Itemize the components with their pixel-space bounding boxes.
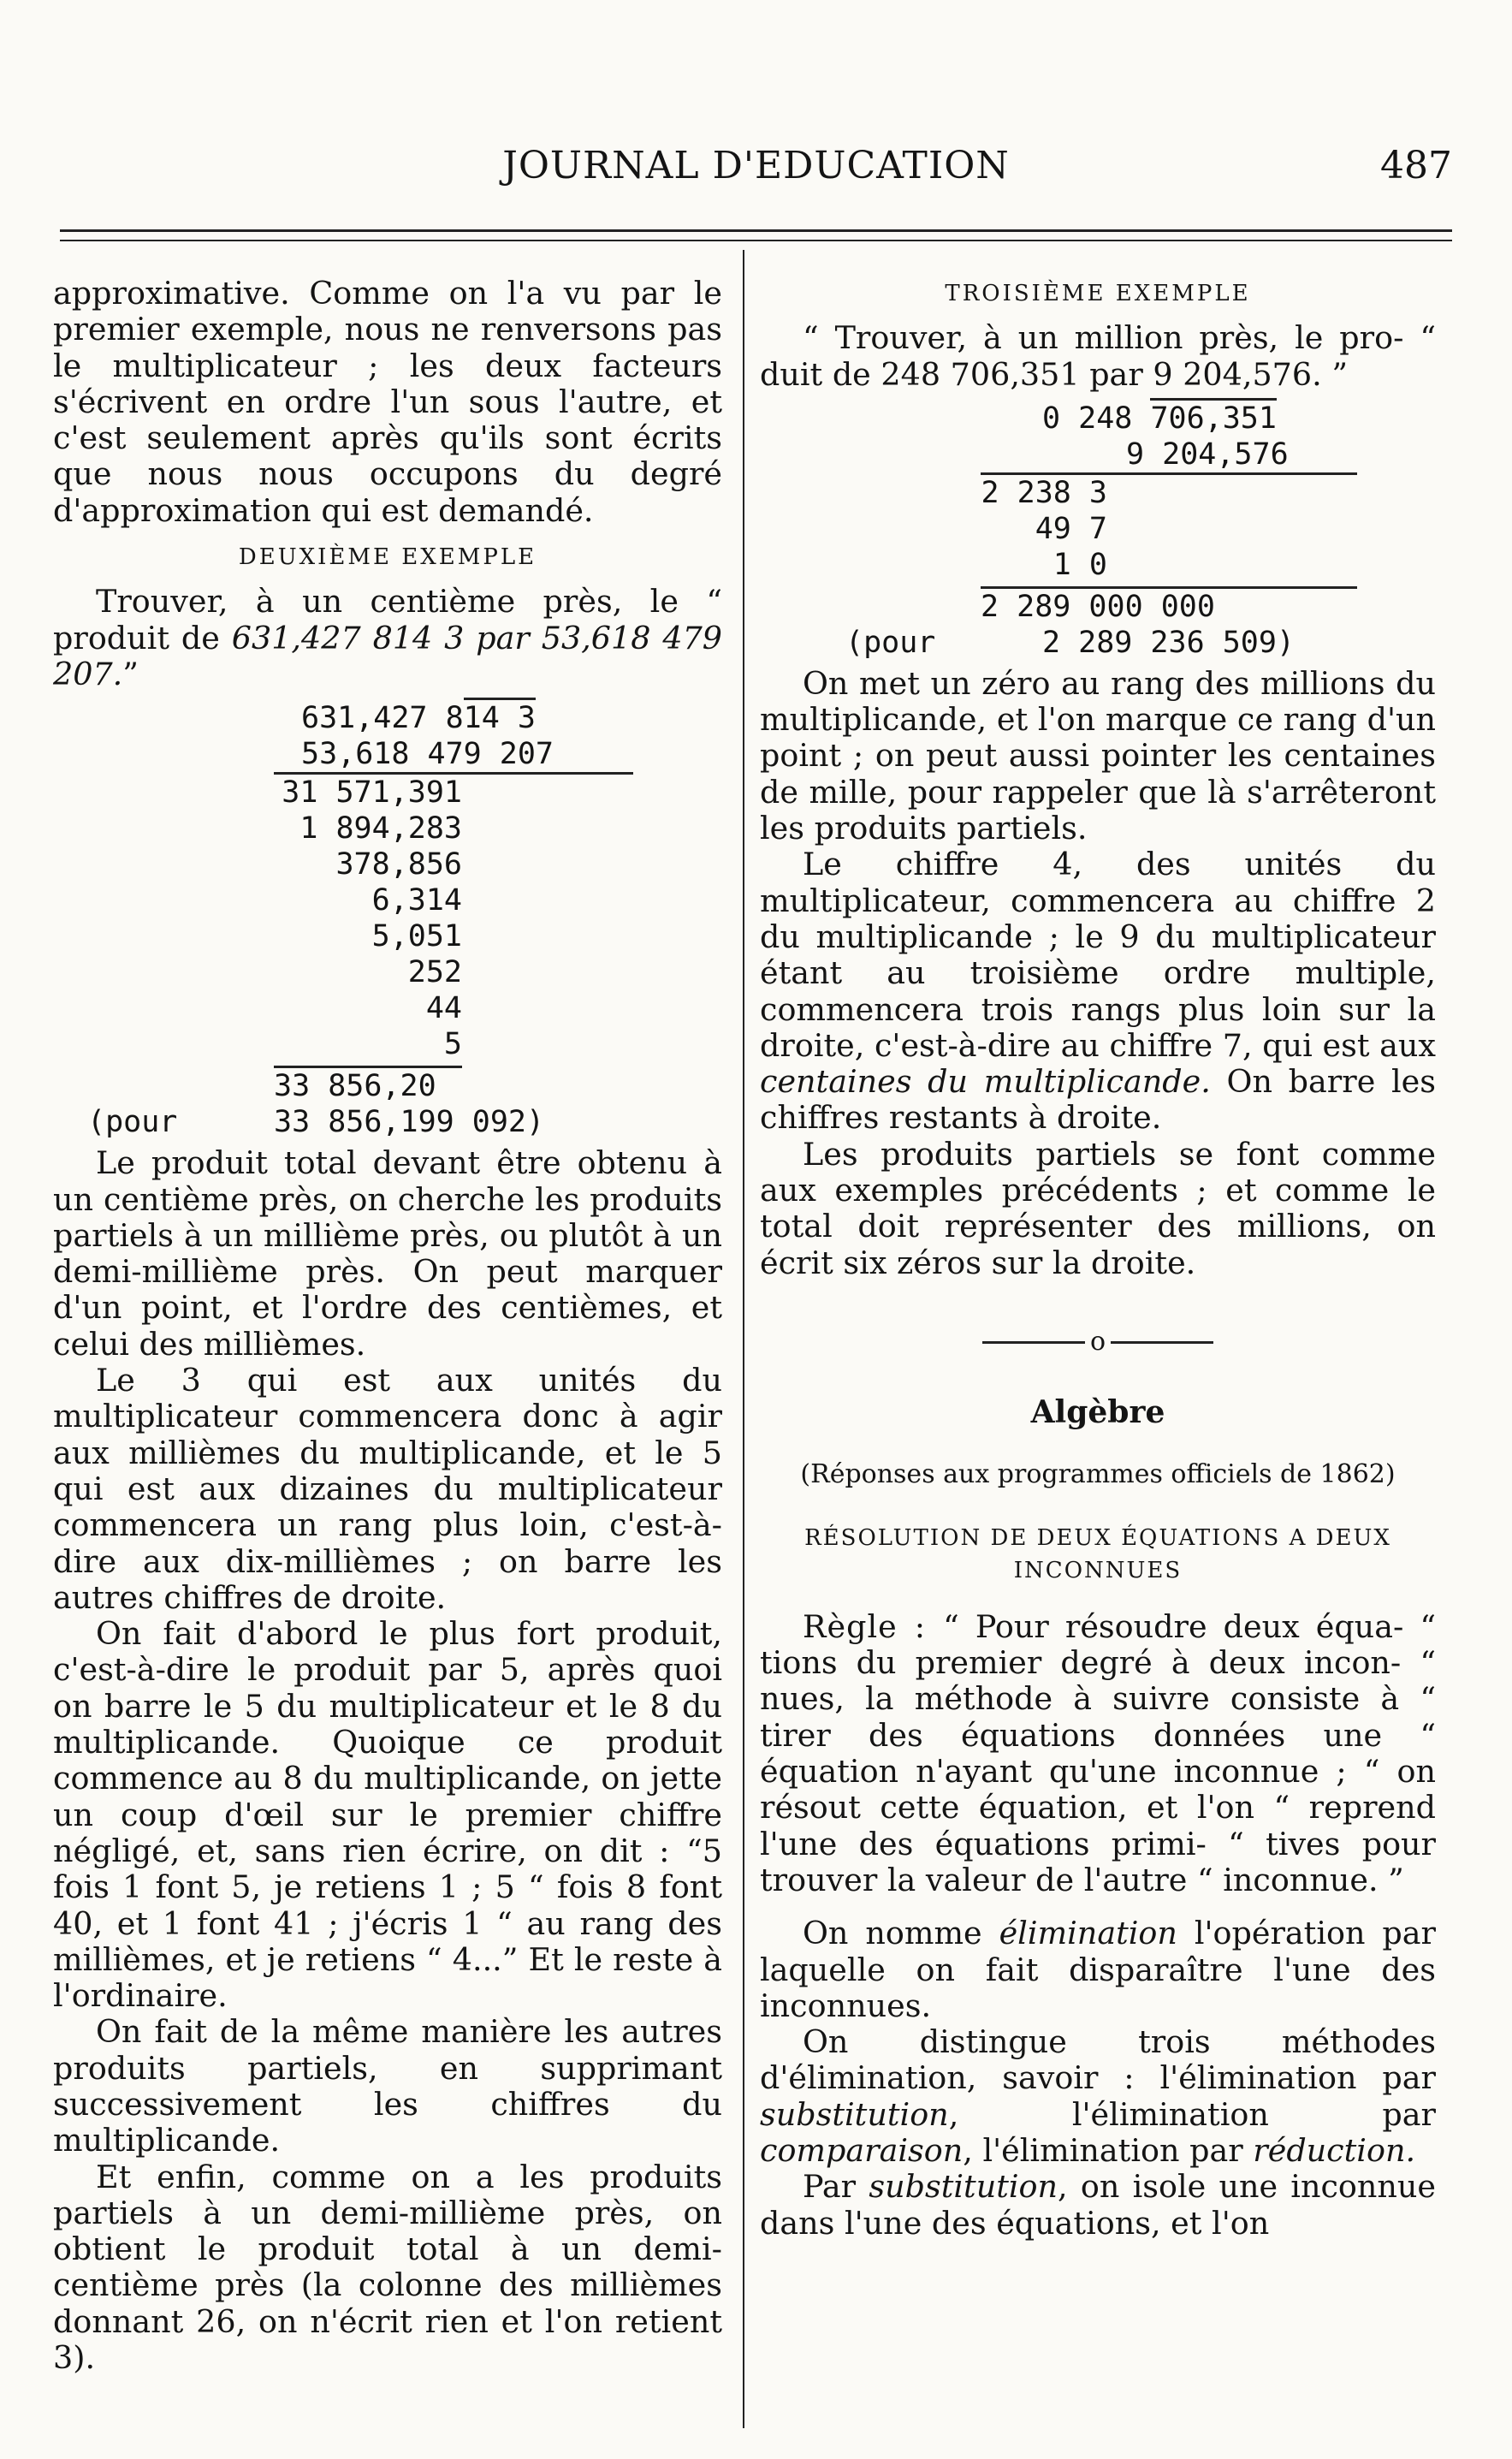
- example-statement: Trouver, à un centième près, le “ produit de 631,427 814 3 par 53,618 479 207.”: [53, 583, 723, 692]
- calc-multiplicand: 0 248 706,351: [760, 398, 1436, 437]
- example-heading: TROISIÈME EXEMPLE: [945, 281, 1251, 306]
- calc-result: 2 289 000 000: [981, 589, 1215, 624]
- paragraph: On fait d'abord le plus fort produit, c'est-à-dire le produit par 5, après quoi on barre le 5 du multiplicateur et le 8 du multiplicande. Quoique ce produit commence au 8 du multiplicande, on jette un coup d'œil sur le premier chiffre négligé, et, sans rien écrire, on dit : “5 fois 1 font 5, je retiens 1 ; 5 “ fois 8 font 40, et 1 font 41 ; j'écris 1 “ au rang des millièmes, et je retiens “ 4...” Et le reste à l'ordinaire.: [53, 1615, 722, 2015]
- partial-product: 44: [425, 991, 462, 1026]
- calc-multiplicand: 631,427 814 3: [53, 698, 722, 736]
- header-rule-inner: [60, 240, 1452, 241]
- paragraph: On nomme élimination l'opération par laquelle on fait disparaître l'une des inconnues.: [760, 1915, 1436, 2024]
- paragraph: Les produits partiels se font comme aux exemples précédents ; et comme le total doit représenter des millions, on écrit six zéros sur la droite.: [760, 1135, 1436, 1281]
- page-number: 487: [1380, 144, 1452, 187]
- section-heading: RÉSOLUTION DE DEUX ÉQUATIONS A DEUX INCONNUES: [804, 1524, 1391, 1583]
- header-rule: [60, 229, 1452, 232]
- paragraph: Et enfin, comme on a les produits partiels à un demi-millième près, on obtient le produit total à un demi-centième près (la colonne des millièmes donnant 26, on n'écrit rien et l'on retient 3).: [53, 2158, 722, 2377]
- partial-product: 2 238 3: [981, 475, 1107, 510]
- partial-product: 5,051: [371, 919, 462, 954]
- paragraph: Le 3 qui est aux unités du multiplicateur commencera donc à agir aux millièmes du multiplicande, et le 5 qui est aux dizaines du multiplicateur commencera un rang plus loin, c'est-à-dire aux dix-millièmes ; on barre les autres chiffres de droite.: [53, 1362, 722, 1616]
- rule-paragraph: Règle : “ Pour résoudre deux équa- “ tions du premier degré à deux incon- “ nues, la méthode à suivre consiste à “ tirer des équations données une “ équation n'ayant qu'une inconnue ; “ on résout cette équation, et l'on “ reprend l'une des équations primi- “ tives pour trouver la valeur de l'autre “ inconnue. ”: [760, 1607, 1436, 1898]
- calc-partials: [274, 775, 462, 1062]
- calc-exact-product: (pour 33 856,199 092): [87, 1105, 545, 1140]
- section-ornament: o: [760, 1324, 1436, 1360]
- partial-product: 6,314: [371, 883, 462, 918]
- partial-product: 49 7: [1035, 511, 1107, 546]
- multiplication-calc: [53, 698, 722, 1140]
- example-statement: “ Trouver, à un million près, le pro- “ duit de 248 706,351 par 9 204,576. ”: [760, 319, 1436, 393]
- left-column: [53, 276, 722, 2376]
- calc-multiplier: 53,618 479 207: [301, 737, 554, 772]
- paragraph: On distingue trois méthodes d'élimination, savoir : l'élimination par substitution, l'élimination par comparaison, l'élimination par réduction.: [760, 2023, 1436, 2169]
- partial-product: 5: [443, 1027, 462, 1062]
- paragraph: Par substitution, on isole une inconnue dans l'une des équations, et l'on: [760, 2168, 1436, 2242]
- calc-multiplier: 9 204,576: [1126, 437, 1289, 472]
- example-heading: DEUXIÈME EXEMPLE: [238, 544, 537, 571]
- partial-product: 31 571,391: [282, 775, 462, 811]
- running-header: [60, 144, 1452, 204]
- section-title: Algèbre: [1030, 1394, 1165, 1431]
- section-subtitle: (Réponses aux programmes officiels de 1862): [800, 1458, 1396, 1489]
- paragraph: Le chiffre 4, des unités du multiplicateur, commencera au chiffre 2 du multiplicande ; le 9 du multiplicateur étant au troisième ordre multiple, commencera trois rangs plus loin sur la droite, c'est-à-dire au chiffre 7, qui est aux centaines du multiplicande. On barre les chiffres restants à droite.: [760, 846, 1436, 1137]
- multiplication-calc: [760, 398, 1436, 661]
- paragraph: approximative. Comme on l'a vu par le premier exemple, nous ne renversons pas le multiplicateur ; les deux facteurs s'écrivent en ordre l'un sous l'autre, et c'est seulement après qu'ils sont écrits que nous nous occupons du degré d'approximation qui est demandé.: [53, 275, 722, 529]
- partial-product: 252: [407, 955, 462, 990]
- paragraph: On met un zéro au rang des millions du multiplicande, et l'on marque ce rang d'un point ; on peut aussi pointer les centaines de mille, pour rappeler que là s'arrêteront les produits partiels.: [760, 664, 1436, 847]
- calc-exact-product: (pour 2 289 236 509): [845, 625, 1296, 660]
- calc-result: 33 856,20: [274, 1069, 436, 1104]
- column-divider: [743, 250, 744, 2428]
- journal-title: JOURNAL D'EDUCATION: [502, 144, 1010, 187]
- paragraph: Le produit total devant être obtenu à un centième près, on cherche les produits partiels à un millième près, ou plutôt à un demi-millième près. On peut marquer d'un point, et l'ordre des centièmes, et celui des millièmes.: [53, 1144, 722, 1363]
- right-column: [760, 276, 1436, 2242]
- partial-product: 1 894,283: [299, 811, 462, 846]
- partial-product: 378,856: [335, 847, 462, 882]
- paragraph: On fait de la même manière les autres produits partiels, en supprimant successivement les chiffres du multiplicande.: [53, 2013, 722, 2159]
- partial-product: 1 0: [1052, 547, 1107, 582]
- calc-partials: [981, 475, 1107, 583]
